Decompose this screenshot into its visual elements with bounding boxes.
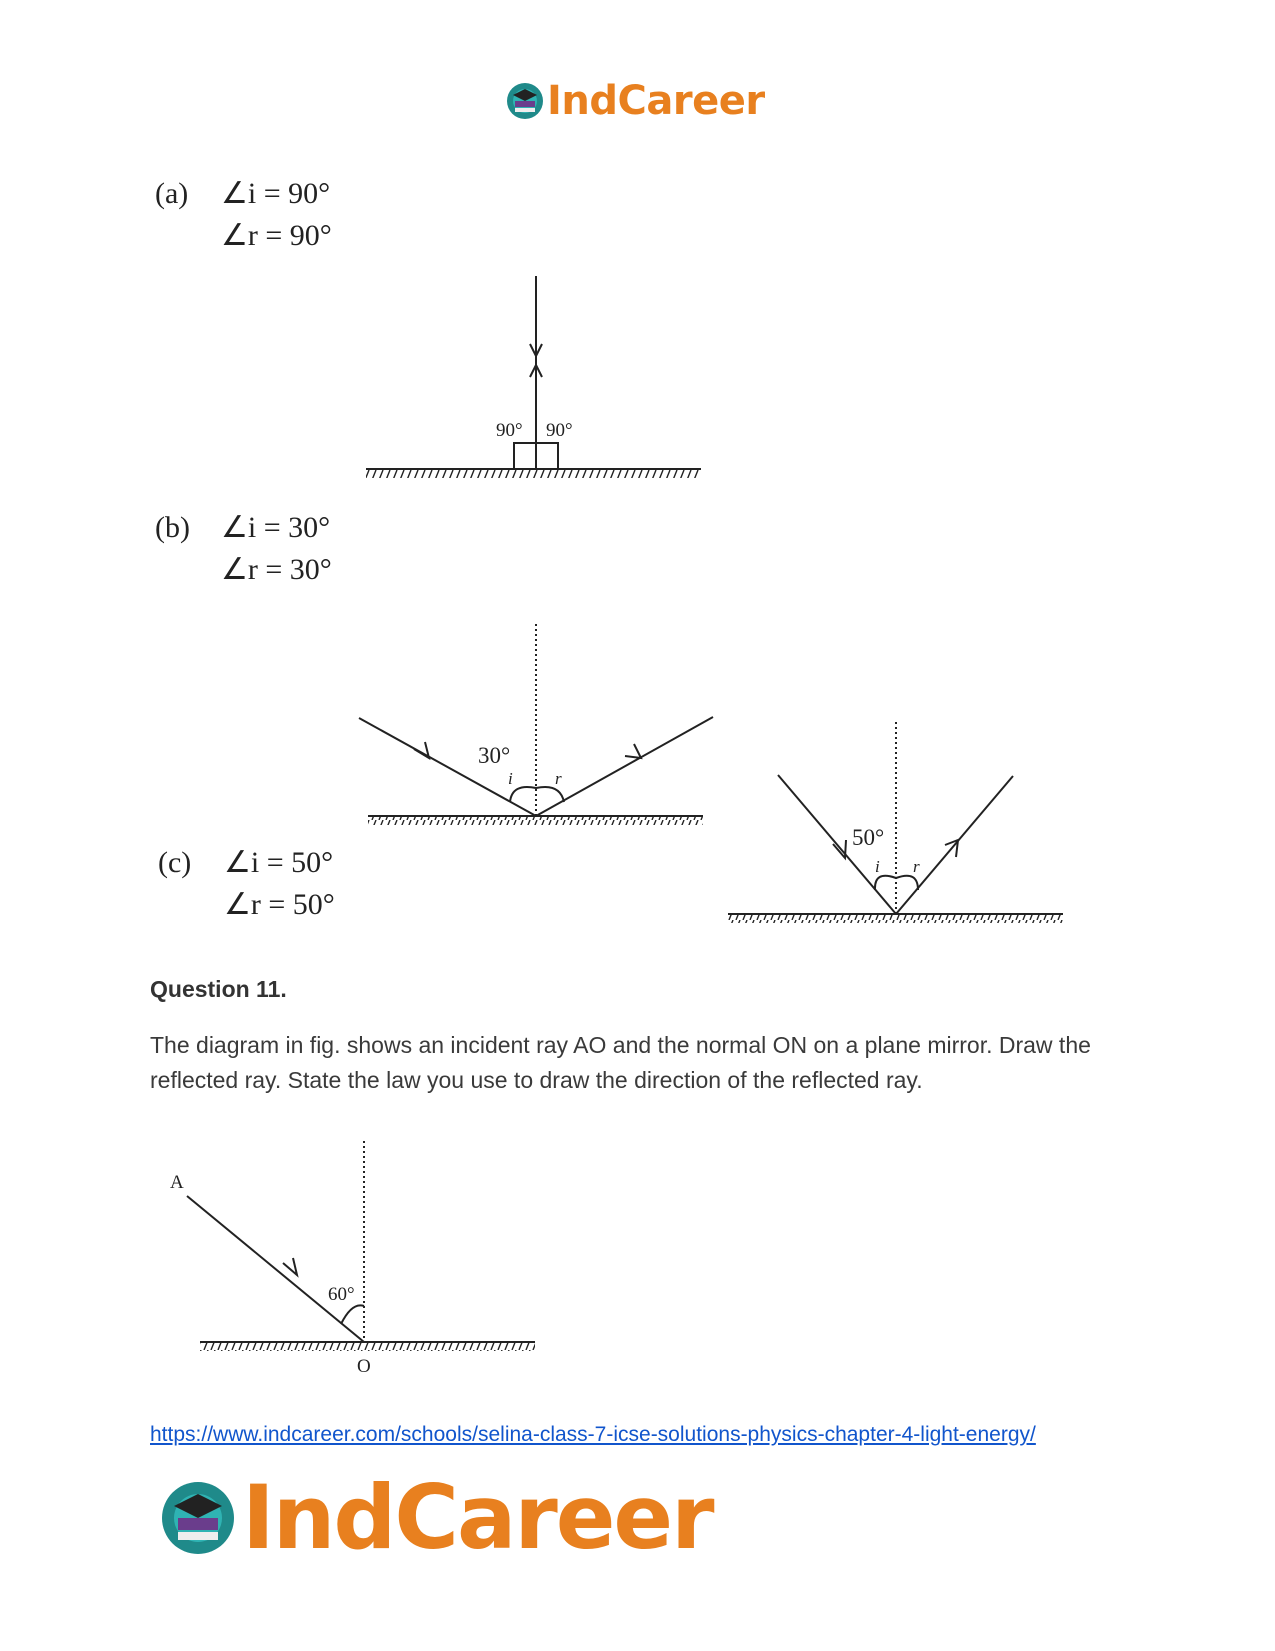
mirror-hatch — [368, 816, 703, 825]
angle-label: 30° — [478, 743, 511, 768]
i-label: i — [875, 857, 880, 876]
incident-arrow-icon — [414, 742, 429, 758]
angle-label: 60° — [328, 1284, 355, 1305]
incident-arrow-icon — [283, 1258, 297, 1275]
part-b-reflection: ∠r = 30° — [221, 553, 332, 586]
reflected-ray — [536, 717, 713, 816]
logo-wordmark: IndCareer — [547, 78, 765, 124]
part-c-reflection: ∠r = 50° — [224, 888, 335, 921]
incident-ray — [187, 1196, 364, 1342]
part-b-incidence: ∠i = 30° — [221, 511, 331, 544]
r-label: r — [555, 769, 562, 788]
part-b-label: (b) — [155, 511, 190, 544]
source-link[interactable]: https://www.indcareer.com/schools/selina-class-7-icse-solutions-physics-chapter-4-light-energy/ — [150, 1423, 1036, 1446]
i-label: i — [508, 769, 513, 788]
angle-label: 50° — [852, 825, 885, 850]
point-a-label: A — [170, 1172, 184, 1193]
diagram-q11 — [170, 1141, 535, 1377]
point-o-label: O — [357, 1356, 371, 1377]
angle-arc — [341, 1305, 364, 1324]
mirror-hatch — [366, 469, 701, 478]
footer-logo — [158, 1466, 713, 1569]
angle-label-left: 90° — [496, 420, 523, 441]
mirror-hatch — [200, 1342, 535, 1351]
r-label: r — [913, 857, 920, 876]
angle-label-right: 90° — [546, 420, 573, 441]
part-a-incidence: ∠i = 90° — [221, 177, 331, 210]
diagram-b — [359, 624, 713, 825]
diagram-c — [728, 722, 1063, 923]
part-a-label: (a) — [155, 177, 189, 210]
reflected-ray — [896, 776, 1013, 914]
part-a-reflection: ∠r = 90° — [221, 219, 332, 252]
logo-wordmark: IndCareer — [242, 1466, 713, 1569]
part-c-label: (c) — [158, 846, 192, 879]
question-title: Question 11. — [150, 976, 287, 1002]
mirror-hatch — [728, 914, 1063, 923]
logo-emblem-icon — [158, 1478, 238, 1558]
question-text: The diagram in fig. shows an incident ray AO and the normal ON on a plane mirror. Draw the reflected ray. State the law you use to draw the direction of the reflected ray. — [150, 1032, 1091, 1093]
diagram-a — [366, 276, 701, 478]
reflected-arrow-icon — [625, 744, 641, 758]
part-c-incidence: ∠i = 50° — [224, 846, 334, 879]
